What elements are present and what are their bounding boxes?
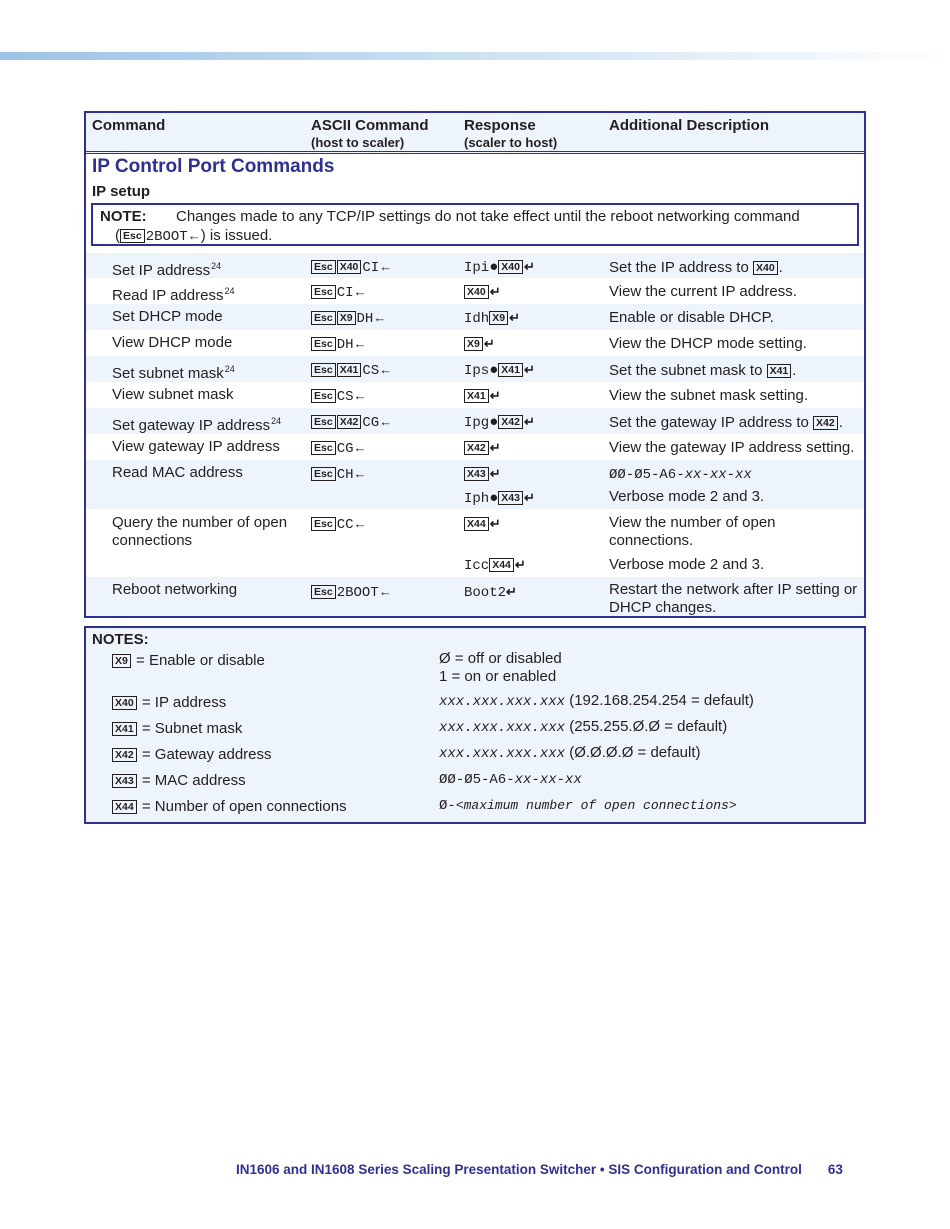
table-row (86, 509, 864, 577)
table-row (86, 330, 864, 356)
description-tail: . (778, 259, 783, 276)
command-cell: View gateway IP address (112, 438, 280, 455)
page-footer (236, 1162, 843, 1177)
variable-key: X41 (337, 363, 362, 377)
response-code: Ipi (464, 260, 490, 276)
enter-arrow-icon: ← (353, 388, 367, 403)
ascii-code: CS (336, 389, 354, 405)
esc-key-icon: Esc (311, 260, 336, 274)
command-cell: Read MAC address (112, 464, 243, 481)
enter-arrow-icon: ← (379, 414, 393, 429)
command-label: Read IP address (112, 287, 224, 304)
command-cell (112, 257, 312, 280)
response-cell (464, 258, 535, 277)
description-cell (609, 414, 861, 432)
variable-key: X44 (489, 558, 514, 572)
ascii-code: CI (362, 260, 380, 276)
footnote-ref: 24 (224, 364, 235, 374)
description-cell (609, 362, 861, 380)
return-arrow-icon: ↵ (489, 466, 501, 481)
description-text: Set the subnet mask to (609, 362, 767, 379)
ascii-cell (311, 335, 367, 354)
note-line-2 (115, 226, 272, 247)
ascii-code: CS (362, 363, 380, 379)
footnote-ref: 24 (224, 286, 235, 296)
ascii-code: CG (336, 441, 354, 457)
note-value-code: ØØ-Ø5-A6- (439, 772, 515, 788)
variable-key: X42 (813, 416, 838, 430)
note-item-label (112, 798, 347, 816)
enter-arrow-icon: ← (353, 284, 367, 299)
note-line-1: Changes made to any TCP/IP settings do not take effect until the reboot networking command (176, 208, 800, 225)
description-cell: View the number of open connections. (609, 514, 776, 549)
header-response-title: Response (464, 117, 536, 134)
description-cell (609, 465, 861, 484)
variable-key: X40 (464, 285, 489, 299)
variable-key: X42 (112, 748, 137, 762)
return-arrow-icon: ↵ (489, 388, 501, 403)
enter-arrow-icon: ← (373, 310, 387, 325)
esc-key-icon: Esc (311, 389, 336, 403)
section-title: IP Control Port Commands (92, 156, 335, 177)
variable-key: X42 (498, 415, 523, 429)
description-cell: View the DHCP mode setting. (609, 335, 807, 352)
enter-arrow-icon: ← (353, 440, 367, 455)
note-item-label (112, 694, 226, 712)
return-arrow-icon: ↵ (509, 310, 520, 325)
header-ascii-sub: (host to scaler) (311, 135, 405, 150)
note-value-line: Ø = off or disabled (439, 650, 562, 667)
return-arrow-icon: ↵ (483, 336, 495, 351)
note-value-italic: xx-xx-xx (514, 772, 582, 788)
note-value-code: xxx.xxx.xxx.xxx (439, 746, 566, 762)
ascii-cell (311, 309, 386, 328)
command-cell: Reboot networking (112, 581, 238, 598)
command-label: Set subnet mask (112, 365, 224, 382)
return-arrow-icon: ↵ (523, 259, 535, 274)
mac-suffix: xx-xx-xx (684, 467, 752, 483)
response-cell (464, 439, 501, 457)
ascii-cell (311, 515, 367, 534)
description-text: Set the IP address to (609, 259, 753, 276)
note-item-label (112, 746, 272, 764)
esc-key-icon: Esc (311, 441, 336, 455)
return-arrow-icon: ↵ (523, 414, 535, 429)
note-item-value (439, 650, 562, 686)
response-cell (464, 387, 501, 405)
note-value-text: (255.255.Ø.Ø = default) (565, 718, 728, 735)
variable-key: X41 (112, 722, 137, 736)
table-row (86, 304, 864, 330)
ascii-code: CH (336, 467, 354, 483)
esc-key-icon: Esc (311, 517, 336, 531)
note-item-label (112, 720, 242, 738)
ascii-cell (311, 439, 367, 458)
ascii-code: CG (362, 415, 380, 431)
note-label: NOTE: (100, 208, 147, 225)
table-header (86, 113, 864, 154)
ascii-code: DH (336, 337, 354, 353)
response-cell-verbose (464, 556, 526, 575)
response-code: Ipg (464, 415, 490, 431)
description-cell: View the current IP address. (609, 283, 797, 300)
header-ascii-title: ASCII Command (311, 117, 429, 134)
enter-arrow-icon: ← (379, 259, 393, 274)
response-cell (464, 335, 495, 353)
note-item-text: = MAC address (141, 772, 246, 789)
note-line-2-end: ) is issued. (200, 227, 273, 244)
response-code: Ips (464, 363, 490, 379)
mac-prefix: ØØ-Ø5-A6- (609, 467, 685, 483)
description-cell: Enable or disable DHCP. (609, 309, 774, 326)
variable-key: X44 (464, 517, 489, 531)
variable-key: X40 (112, 696, 137, 710)
note-box (91, 203, 859, 246)
enter-arrow-icon: ← (379, 362, 393, 377)
note-paren: ( (115, 227, 120, 244)
esc-key-icon: Esc (120, 229, 145, 243)
ascii-code: CC (336, 517, 354, 533)
ascii-cell (311, 283, 367, 302)
response-cell (464, 309, 520, 328)
note-item-text: = Gateway address (141, 746, 272, 763)
note-item-text: = Enable or disable (136, 652, 265, 669)
table-row (86, 253, 864, 278)
esc-key-icon: Esc (311, 363, 336, 377)
response-code: Idh (464, 311, 490, 327)
variable-key: X42 (464, 441, 489, 455)
command-cell: View DHCP mode (112, 334, 233, 351)
table-row (86, 434, 864, 460)
variable-key: X9 (489, 311, 508, 325)
notes-box (84, 626, 866, 824)
note-value-text: (192.168.254.254 = default) (565, 692, 754, 709)
response-cell (464, 361, 535, 380)
note-item-text: = Subnet mask (141, 720, 243, 737)
note-value-code: xxx.xxx.xxx.xxx (439, 720, 566, 736)
header-description: Additional Description (609, 117, 770, 134)
bullet-icon: ● (489, 413, 499, 430)
note-item-label (112, 772, 246, 790)
response-cell (464, 465, 501, 483)
variable-key: X9 (112, 654, 131, 668)
ascii-cell (311, 413, 392, 432)
esc-key-icon: Esc (311, 311, 336, 325)
ascii-cell (311, 258, 392, 277)
enter-arrow-icon: ← (187, 228, 201, 243)
variable-key: X43 (498, 491, 523, 505)
note-value-code: Ø- (439, 798, 456, 814)
ascii-code: DH (356, 311, 374, 327)
return-arrow-icon: ↵ (523, 362, 535, 377)
ascii-code: CI (336, 285, 354, 301)
header-command: Command (92, 117, 166, 134)
return-arrow-icon: ↵ (489, 516, 501, 531)
response-cell (464, 413, 535, 432)
description-text: Set the gateway IP address to (609, 414, 814, 431)
command-cell: View subnet mask (112, 386, 234, 403)
command-cell: Query the number of open connections (112, 514, 288, 549)
variable-key: X43 (464, 467, 489, 481)
note-item-label (112, 652, 265, 670)
note-value-line: 1 = on or enabled (439, 668, 557, 685)
response-cell (464, 515, 501, 533)
table-row (86, 408, 864, 434)
description-tail: . (838, 414, 843, 431)
command-cell (112, 412, 312, 435)
description-cell (609, 259, 861, 277)
esc-key-icon: Esc (311, 337, 336, 351)
note-item-value (439, 718, 727, 737)
description-tail: . (792, 362, 797, 379)
variable-key: X40 (753, 261, 778, 275)
enter-arrow-icon: ← (378, 584, 392, 599)
bullet-icon: ● (489, 489, 499, 506)
esc-key-icon: Esc (311, 467, 336, 481)
esc-key-icon: Esc (311, 415, 336, 429)
top-decorative-band (0, 52, 950, 60)
header-ascii (311, 117, 429, 151)
command-cell: Set DHCP mode (112, 308, 223, 325)
note-value-text: (Ø.Ø.Ø.Ø = default) (565, 744, 701, 761)
ascii-cell (311, 583, 392, 602)
table-row (86, 577, 864, 616)
ip-commands-table (84, 111, 866, 618)
return-arrow-icon: ↵ (523, 490, 535, 505)
page-number: 63 (827, 1162, 843, 1177)
command-cell (112, 360, 312, 383)
variable-key: X41 (464, 389, 489, 403)
enter-arrow-icon: ← (353, 516, 367, 531)
ascii-cell (311, 465, 367, 484)
return-arrow-icon: ↵ (506, 584, 517, 599)
response-code: Iph (464, 491, 490, 507)
table-row (86, 460, 864, 509)
header-response (464, 117, 557, 151)
command-label: Set gateway IP address (112, 417, 271, 434)
header-response-sub: (scaler to host) (464, 135, 558, 150)
note-item-value (439, 796, 737, 815)
note-command: 2BOOT (145, 229, 188, 245)
response-cell (464, 283, 501, 301)
variable-key: X44 (112, 800, 137, 814)
note-value-code: xxx.xxx.xxx.xxx (439, 694, 566, 710)
description-cell-verbose: Verbose mode 2 and 3. (609, 556, 765, 573)
variable-key: X40 (498, 260, 523, 274)
footer-text: IN1606 and IN1608 Series Scaling Presentation Switcher • SIS Configuration and Control (236, 1162, 802, 1177)
table-row (86, 356, 864, 382)
response-cell (464, 583, 517, 602)
return-arrow-icon: ↵ (514, 557, 526, 572)
table-row (86, 382, 864, 408)
description-cell: View the subnet mask setting. (609, 387, 808, 404)
variable-key: X43 (112, 774, 137, 788)
bullet-icon: ● (489, 258, 499, 275)
enter-arrow-icon: ← (353, 336, 367, 351)
variable-key: X9 (337, 311, 356, 325)
response-code: Boot2 (464, 585, 507, 601)
notes-title: NOTES: (92, 631, 149, 648)
note-item-value (439, 770, 582, 789)
note-value-italic: <maximum number of open connections> (455, 798, 737, 813)
table-row (86, 278, 864, 304)
return-arrow-icon: ↵ (489, 440, 501, 455)
variable-key: X40 (337, 260, 362, 274)
esc-key-icon: Esc (311, 285, 336, 299)
description-cell: View the gateway IP address setting. (609, 439, 855, 456)
variable-key: X41 (498, 363, 523, 377)
esc-key-icon: Esc (311, 585, 336, 599)
ascii-cell (311, 361, 392, 380)
note-item-value (439, 744, 701, 763)
section-subtitle: IP setup (92, 183, 151, 200)
variable-key: X41 (767, 364, 792, 378)
footnote-ref: 24 (211, 261, 222, 271)
return-arrow-icon: ↵ (489, 284, 501, 299)
enter-arrow-icon: ← (353, 466, 367, 481)
note-item-value (439, 692, 754, 711)
ascii-cell (311, 387, 367, 406)
response-code: Icc (464, 558, 490, 574)
command-label: Set IP address (112, 262, 211, 279)
description-cell: Restart the network after IP setting or DHCP changes. (609, 581, 858, 616)
note-item-text: = Number of open connections (141, 798, 347, 815)
footnote-ref: 24 (271, 416, 282, 426)
response-cell-verbose (464, 489, 535, 508)
variable-key: X42 (337, 415, 362, 429)
bullet-icon: ● (489, 361, 499, 378)
variable-key: X9 (464, 337, 483, 351)
note-item-text: = IP address (141, 694, 227, 711)
ascii-code: 2BOOT (336, 585, 379, 601)
description-cell-verbose: Verbose mode 2 and 3. (609, 488, 765, 505)
command-cell (112, 282, 312, 305)
